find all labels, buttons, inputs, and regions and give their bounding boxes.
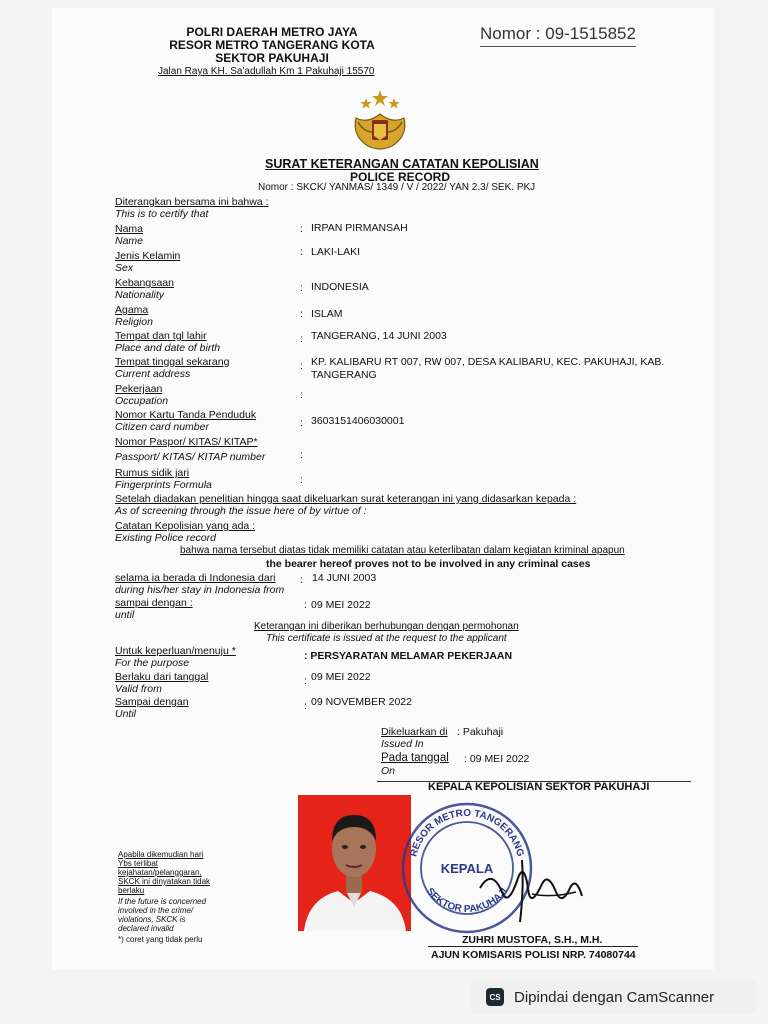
handwritten-signature-icon — [472, 848, 592, 928]
request-text-id: Keterangan ini diberikan berhubungan dengan permohonan — [254, 621, 519, 632]
period-until-label: sampai dengan : until — [115, 597, 193, 621]
issued-at-value: : Pakuhaji — [457, 726, 504, 738]
document-title-en: POLICE RECORD — [350, 170, 451, 184]
signatory-rank: AJUN KOMISARIS POLISI NRP. 74080744 — [431, 949, 636, 961]
colon: : — [300, 308, 303, 320]
period-from-label: selama ia berada di Indonesia dari during his/her stay in Indonesia from — [115, 572, 285, 596]
police-record-document — [52, 8, 714, 970]
valid-until-value: 09 NOVEMBER 2022 — [311, 696, 412, 708]
purpose-label: Untuk keperluan/menuju * For the purpose — [115, 645, 236, 669]
camscanner-text: Dipindai dengan CamScanner — [514, 988, 715, 1006]
validity-note-id: Apabila dikemudian hari Ybs terlibat kejahatan/pelanggaran, SKCK ini dinyatakan tidak berlaku — [118, 850, 211, 895]
signatory-name: ZUHRI MUSTOFA, S.H., M.H. — [462, 934, 603, 946]
colon: : — [300, 360, 303, 372]
statement-en: the bearer hereof proves not to be involved in any criminal cases — [266, 558, 591, 570]
header-line-1: POLRI DAERAH METRO JAYA — [186, 25, 358, 39]
signatory-position: KEPALA KEPOLISIAN SEKTOR PAKUHAJI — [428, 781, 650, 793]
field-value-name: IRPAN PIRMANSAH — [311, 222, 408, 234]
document-reference-number: Nomor : SKCK/ YANMAS/ 1349 / V / 2022/ YAN 2.3/ SEK. PKJ — [258, 182, 536, 193]
period-until-value: 09 MEI 2022 — [311, 599, 371, 611]
intro-text — [115, 196, 269, 220]
field-label-fingerprint: Rumus sidik jari Fingerprints Formula — [115, 467, 212, 491]
field-label-passport: Nomor Paspor/ KITAS/ KITAP* Passport/ KITAS/ KITAP number — [115, 436, 266, 463]
footnote: *) coret yang tidak perlu — [118, 935, 203, 944]
valid-until-label: Sampai dengan Until — [115, 696, 189, 720]
field-value-address: KP. KALIBARU RT 007, RW 007, DESA KALIBARU, KEC. PAKUHAJI, KAB. — [311, 356, 665, 368]
camscanner-footer — [470, 980, 756, 1014]
field-label-sex: Jenis Kelamin Sex — [115, 250, 181, 274]
field-value-religion: ISLAM — [311, 308, 343, 320]
field-value-sex: LAKI-LAKI — [311, 246, 361, 258]
field-label-id-card: Nomor Kartu Tanda Penduduk Citizen card number — [115, 409, 257, 433]
request-text-en: This certificate is issued at the request to the applicant — [266, 633, 507, 644]
colon: : — [300, 282, 303, 294]
issued-date-value: : 09 MEI 2022 — [464, 753, 530, 765]
field-label-occupation: Pekerjaan Occupation — [115, 383, 169, 407]
document-number-value: 09-1515852 — [545, 24, 636, 43]
colon: : — [300, 389, 303, 401]
colon: : — [304, 675, 307, 687]
field-label-religion: Agama Religion — [115, 304, 153, 328]
issued-at-label: Dikeluarkan di Issued In — [381, 726, 448, 750]
field-label-name: Nama Name — [115, 223, 144, 247]
colon: : — [300, 223, 303, 235]
stamp-bottom-text: SEKTOR PAKUHAJI — [423, 886, 511, 916]
field-value-address-line2: TANGERANG — [311, 369, 377, 381]
colon: : — [300, 246, 303, 258]
field-value-id-card: 3603151406030001 — [311, 415, 405, 427]
valid-from-value: 09 MEI 2022 — [311, 671, 371, 683]
document-title: SURAT KETERANGAN CATATAN KEPOLISIAN — [265, 157, 539, 171]
document-number-label: Nomor : — [480, 24, 541, 43]
colon: : — [304, 599, 307, 611]
validity-note-en: If the future is concerned involved in the crime/ violations, SKCK is declared invalid — [118, 897, 207, 933]
document-number — [480, 24, 636, 47]
period-from-value: 14 JUNI 2003 — [312, 572, 377, 584]
colon: : — [300, 417, 303, 429]
valid-from-label: Berlaku dari tanggal Valid from — [115, 671, 209, 695]
signature-underline — [428, 946, 638, 947]
issued-date-label: Pada tanggal On — [381, 752, 449, 777]
validity-note — [118, 850, 218, 944]
police-crest-emblem — [348, 88, 412, 154]
colon: : — [300, 449, 303, 461]
field-label-nationality: Kebangsaan Nationality — [115, 277, 174, 301]
header-line-2: RESOR METRO TANGERANG KOTA — [169, 38, 375, 52]
colon: : — [300, 474, 303, 486]
field-label-address: Tempat tinggal sekarang Current address — [115, 356, 230, 380]
header-address: Jalan Raya KH. Sa'adullah Km 1 Pakuhaji 15570 — [158, 66, 375, 77]
purpose-value: : PERSYARATAN MELAMAR PEKERJAAN — [304, 650, 513, 662]
intro-id: Diterangkan bersama ini bahwa : — [115, 196, 269, 208]
person-portrait-icon — [298, 795, 411, 931]
screening-text: Setelah diadakan penelitian hingga saat dikeluarkan surat keterangan ini yang didasarkan kepada : As of screening through the issue here of by virtue of : — [115, 493, 577, 517]
camscanner-logo-icon: CS — [486, 988, 504, 1006]
field-label-birth: Tempat dan tgl lahir Place and date of birth — [115, 330, 221, 354]
field-value-birth: TANGERANG, 14 JUNI 2003 — [311, 330, 447, 342]
stamp-center-text: KEPALA — [440, 861, 494, 876]
colon: : — [300, 333, 303, 345]
police-record-heading: Catatan Kepolisian yang ada : Existing Police record — [115, 520, 256, 544]
applicant-photo — [298, 795, 411, 931]
institution-header — [152, 26, 392, 65]
header-line-3: SEKTOR PAKUHAJI — [215, 51, 329, 65]
field-value-nationality: INDONESIA — [311, 281, 369, 293]
stamp-top-text: RESOR METRO TANGERANG — [408, 807, 526, 858]
colon: : — [304, 700, 307, 712]
intro-en: This is to certify that — [115, 208, 209, 220]
statement-id: bahwa nama tersebut diatas tidak memiliki catatan atau keterlibatan dalam kegiatan kriminal apapun — [180, 545, 625, 556]
colon: : — [300, 574, 303, 586]
